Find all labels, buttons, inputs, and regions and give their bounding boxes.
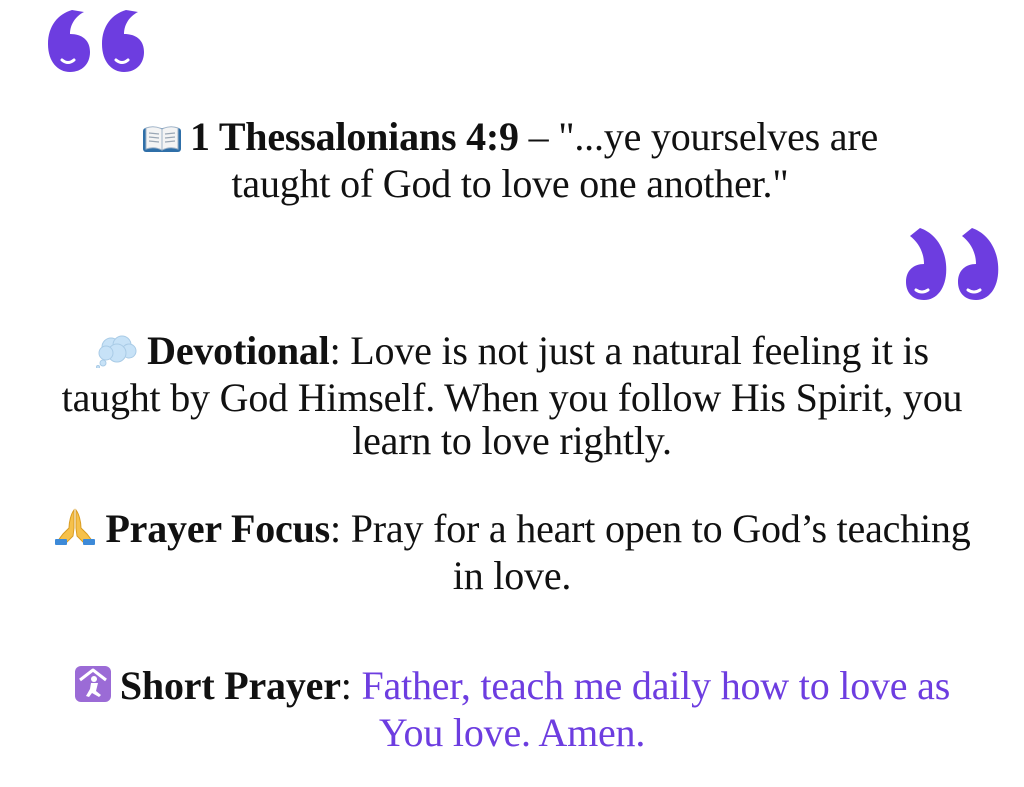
prayer-focus-line2: in love. — [452, 553, 572, 598]
short-prayer-colon: : — [340, 663, 362, 708]
short-prayer-line1: Father, teach me daily how to love as — [361, 663, 951, 708]
verse-reference: 1 Thessalonians 4:9 — [189, 114, 519, 159]
open-quote-icon — [40, 0, 148, 80]
praying-hands-icon — [53, 508, 97, 554]
short-prayer-label: Short Prayer — [119, 663, 341, 708]
devotional-label: Devotional — [147, 328, 330, 373]
devotional-block — [0, 329, 1024, 462]
devotional-colon: : — [329, 328, 351, 373]
prayer-focus-colon: : — [330, 506, 351, 551]
close-quote-icon — [902, 222, 1008, 308]
open-book-icon — [142, 119, 182, 162]
verse-block — [70, 115, 950, 205]
prayer-focus-line1: Pray for a heart open to God’s teaching — [350, 506, 971, 551]
prayer-focus-label: Prayer Focus — [105, 506, 331, 551]
verse-text-line2: taught of God to love one another." — [231, 161, 789, 206]
place-of-worship-icon — [74, 665, 112, 711]
verse-dash: – — [518, 114, 559, 159]
short-prayer-block — [20, 664, 1004, 754]
devotional-line1: Love is not just a natural feeling it is — [350, 328, 929, 373]
devotional-line3: learn to love rightly. — [352, 418, 672, 463]
prayer-focus-block — [0, 507, 1024, 597]
verse-text-line1: "...ye yourselves are — [558, 114, 879, 159]
devotional-line2: taught by God Himself. When you follow His Spirit, you — [61, 375, 963, 420]
thought-bubble-icon — [95, 333, 139, 376]
short-prayer-line2: You love. Amen. — [378, 710, 646, 755]
